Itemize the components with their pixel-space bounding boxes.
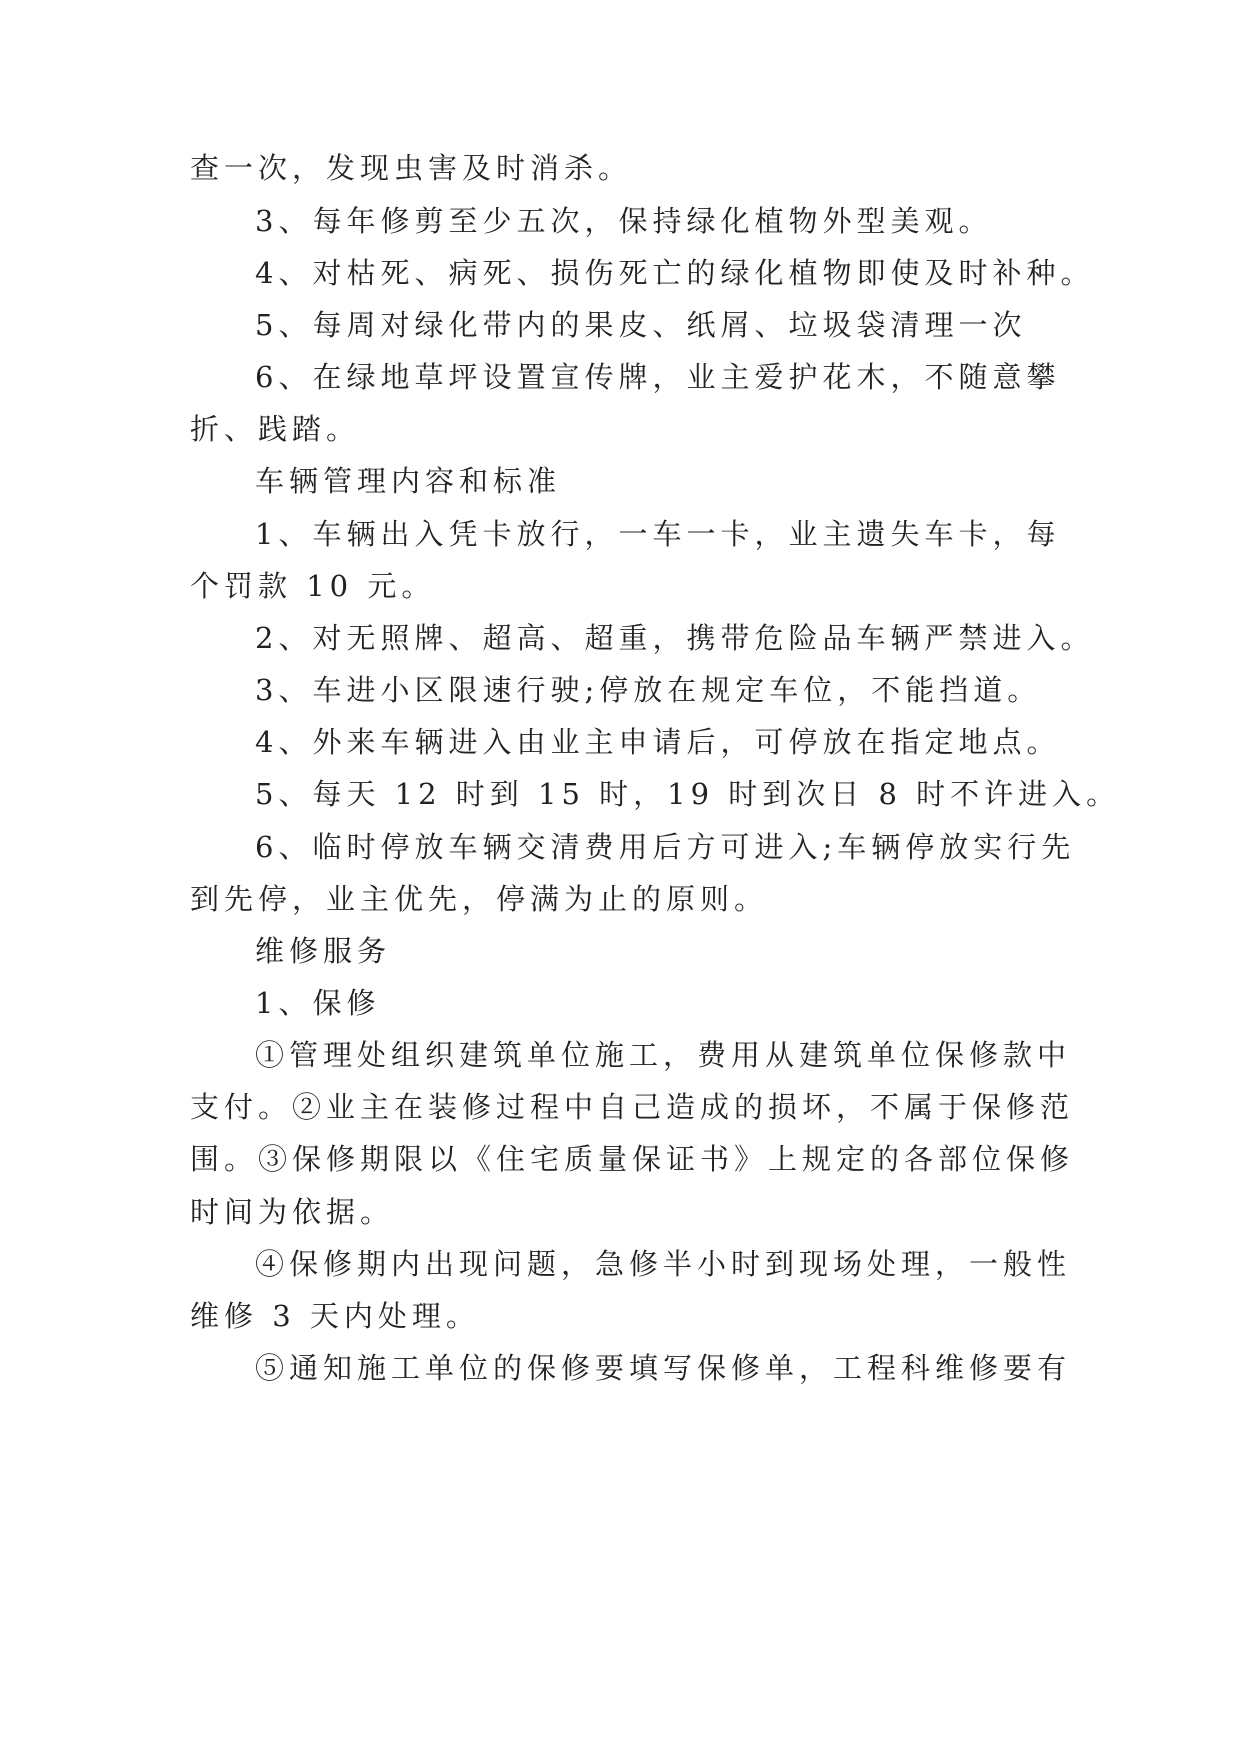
paragraph-line: ①管理处组织建筑单位施工，费用从建筑单位保修款中 — [255, 1038, 1072, 1072]
section-heading: 车辆管理内容和标准 — [255, 464, 562, 498]
paragraph-line: 5、每天 12 时到 15 时，19 时到次日 8 时不许进入。 — [255, 777, 1121, 811]
paragraph-line: 4、外来车辆进入由业主申请后，可停放在指定地点。 — [255, 725, 1061, 759]
paragraph-line: 4、对枯死、病死、损伤死亡的绿化植物即使及时补种。 — [255, 256, 1095, 290]
section-heading: 维修服务 — [255, 934, 392, 968]
paragraph-line: 1、车辆出入凭卡放行，一车一卡，业主遗失车卡，每 — [255, 517, 1061, 551]
paragraph-line: 5、每周对绿化带内的果皮、纸屑、垃圾袋清理一次 — [255, 308, 1027, 342]
paragraph-line: 6、临时停放车辆交清费用后方可进入;车辆停放实行先 — [255, 830, 1076, 864]
paragraph-line: 3、车进小区限速行驶;停放在规定车位，不能挡道。 — [255, 673, 1042, 707]
paragraph-line: ④保修期内出现问题，急修半小时到现场处理，一般性 — [255, 1247, 1072, 1281]
paragraph-line: 围。③保修期限以《住宅质量保证书》上规定的各部位保修 — [190, 1142, 1075, 1176]
paragraph-line: 时间为依据。 — [190, 1195, 395, 1229]
paragraph-line: 2、对无照牌、超高、超重，携带危险品车辆严禁进入。 — [255, 621, 1095, 655]
subsection-heading: 1、保修 — [255, 986, 381, 1020]
paragraph-line: 折、践踏。 — [190, 412, 361, 446]
paragraph-line: 支付。②业主在装修过程中自己造成的损坏，不属于保修范 — [190, 1090, 1075, 1124]
paragraph-line: 到先停，业主优先，停满为止的原则。 — [190, 882, 769, 916]
paragraph-line: 6、在绿地草坪设置宣传牌，业主爱护花木，不随意攀 — [255, 360, 1061, 394]
paragraph-line: 查一次，发现虫害及时消杀。 — [190, 151, 633, 185]
paragraph-line: ⑤通知施工单位的保修要填写保修单，工程科维修要有 — [255, 1351, 1072, 1385]
paragraph-line: 个罚款 10 元。 — [190, 569, 436, 603]
paragraph-line: 维修 3 天内处理。 — [190, 1299, 480, 1333]
paragraph-line: 3、每年修剪至少五次，保持绿化植物外型美观。 — [255, 204, 993, 238]
